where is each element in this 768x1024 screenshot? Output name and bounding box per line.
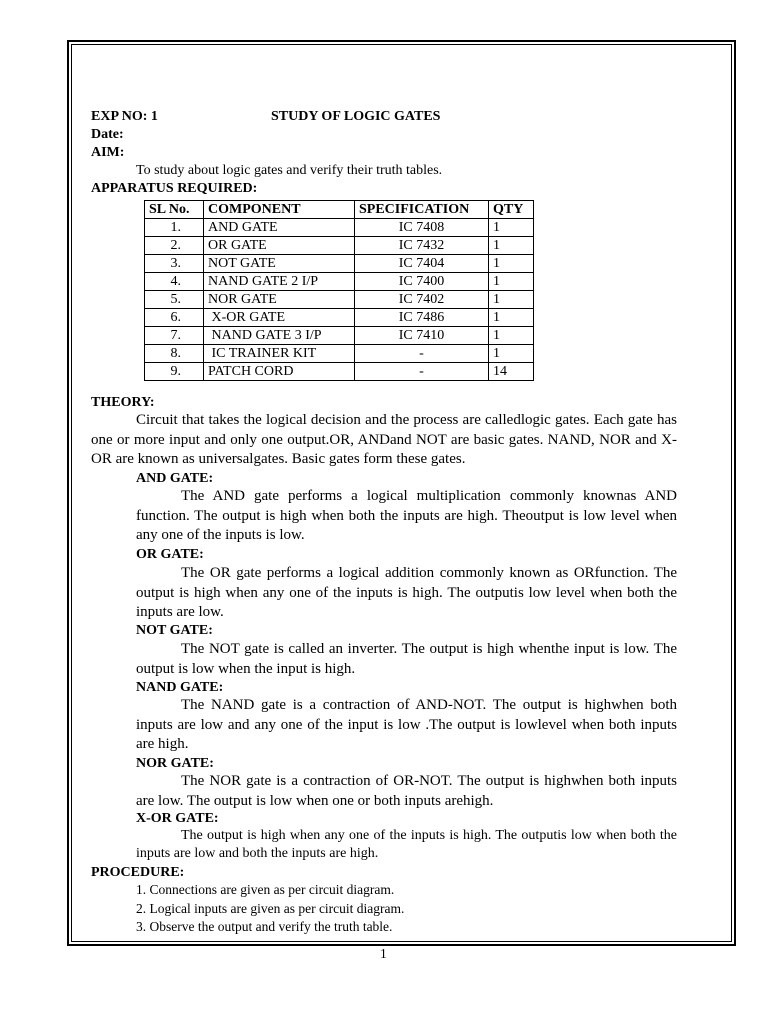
or-gate-heading: OR GATE: <box>136 547 204 562</box>
procedure-step: 1. Connections are given as per circuit diagram. <box>136 882 395 897</box>
header-component: COMPONENT <box>204 201 355 219</box>
cell-component: AND GATE <box>204 219 355 237</box>
not-gate-text: The NOT gate is called an inverter. The output is high whenthe input is low. The output is low when the input is high. <box>136 641 677 677</box>
cell-component: NOT GATE <box>204 255 355 273</box>
exp-number: EXP NO: 1 <box>91 109 158 124</box>
cell-qty: 1 <box>489 327 534 345</box>
table-row <box>145 273 534 291</box>
table-row <box>145 219 534 237</box>
cell-qty: 1 <box>489 273 534 291</box>
cell-component: OR GATE <box>204 237 355 255</box>
header-specification: SPECIFICATION <box>355 201 489 219</box>
cell-qty: 1 <box>489 309 534 327</box>
table-row <box>145 255 534 273</box>
cell-qty: 1 <box>489 291 534 309</box>
cell-spec: - <box>355 345 489 363</box>
cell-component: NOR GATE <box>204 291 355 309</box>
theory-intro: Circuit that takes the logical decision and the process are calledlogic gates. Each gate has one or more input and only one output.OR, ANDand NOT are basic gates. NAND, NOR and X-OR are known as universalgates. Basic gates form these gates. <box>91 412 677 467</box>
cell-qty: 1 <box>489 219 534 237</box>
cell-sl: 6. <box>145 309 204 327</box>
procedure-step: 2. Logical inputs are given as per circuit diagram. <box>136 901 405 916</box>
cell-qty: 1 <box>489 237 534 255</box>
table-row <box>145 237 534 255</box>
theory-heading: THEORY: <box>91 395 155 410</box>
aim-label: AIM: <box>91 145 125 160</box>
cell-qty: 1 <box>489 345 534 363</box>
cell-component: NAND GATE 2 I/P <box>204 273 355 291</box>
xor-gate-text: The output is high when any one of the inputs is high. The outputis low when both the inputs are low and both the inputs are high. <box>136 828 677 861</box>
procedure-step: 3. Observe the output and verify the truth table. <box>136 919 393 934</box>
and-gate-heading: AND GATE: <box>136 471 214 486</box>
nor-gate-text: The NOR gate is a contraction of OR-NOT. The output is highwhen both inputs are low. The output is low when one or both inputs arehigh. <box>136 773 677 809</box>
table-row <box>145 309 534 327</box>
xor-gate-heading: X-OR GATE: <box>136 811 219 826</box>
procedure-heading: PROCEDURE: <box>91 865 185 880</box>
cell-sl: 9. <box>145 363 204 381</box>
nor-gate-heading: NOR GATE: <box>136 756 214 771</box>
cell-spec: IC 7402 <box>355 291 489 309</box>
and-gate-text: The AND gate performs a logical multiplication commonly knownas AND function. The output is high when both the inputs are high. Theoutput is low level when any one of the inputs is low. <box>136 488 677 543</box>
cell-component: IC TRAINER KIT <box>204 345 355 363</box>
cell-sl: 3. <box>145 255 204 273</box>
table-row <box>145 327 534 345</box>
cell-component: NAND GATE 3 I/P <box>204 327 355 345</box>
table-header-row <box>145 201 534 219</box>
table-row <box>145 291 534 309</box>
cell-sl: 8. <box>145 345 204 363</box>
page-number: 1 <box>380 946 387 961</box>
cell-component: PATCH CORD <box>204 363 355 381</box>
nand-gate-text: The NAND gate is a contraction of AND-NOT. The output is highwhen both inputs are low and any one of the input is low .The output is lowlevel when both inputs are high. <box>136 697 677 752</box>
cell-spec: IC 7432 <box>355 237 489 255</box>
or-gate-text: The OR gate performs a logical addition commonly known as ORfunction. The output is high when any one of the inputs is high. The outputis low level when both the inputs are low. <box>136 565 677 620</box>
cell-sl: 7. <box>145 327 204 345</box>
cell-qty: 1 <box>489 255 534 273</box>
table-row <box>145 345 534 363</box>
nand-gate-heading: NAND GATE: <box>136 680 224 695</box>
cell-spec: IC 7400 <box>355 273 489 291</box>
cell-sl: 5. <box>145 291 204 309</box>
cell-qty: 14 <box>489 363 534 381</box>
page-title: STUDY OF LOGIC GATES <box>271 109 441 124</box>
cell-spec: IC 7408 <box>355 219 489 237</box>
cell-spec: IC 7486 <box>355 309 489 327</box>
date-label: Date: <box>91 127 124 142</box>
not-gate-heading: NOT GATE: <box>136 623 213 638</box>
apparatus-table <box>144 200 534 381</box>
cell-spec: - <box>355 363 489 381</box>
cell-sl: 4. <box>145 273 204 291</box>
cell-sl: 1. <box>145 219 204 237</box>
aim-text: To study about logic gates and verify their truth tables. <box>136 163 443 178</box>
cell-sl: 2. <box>145 237 204 255</box>
table-row <box>145 363 534 381</box>
apparatus-heading: APPARATUS REQUIRED: <box>91 181 258 196</box>
header-sl-no: SL No. <box>145 201 204 219</box>
header-qty: QTY <box>489 201 534 219</box>
cell-spec: IC 7404 <box>355 255 489 273</box>
cell-component: X-OR GATE <box>204 309 355 327</box>
cell-spec: IC 7410 <box>355 327 489 345</box>
